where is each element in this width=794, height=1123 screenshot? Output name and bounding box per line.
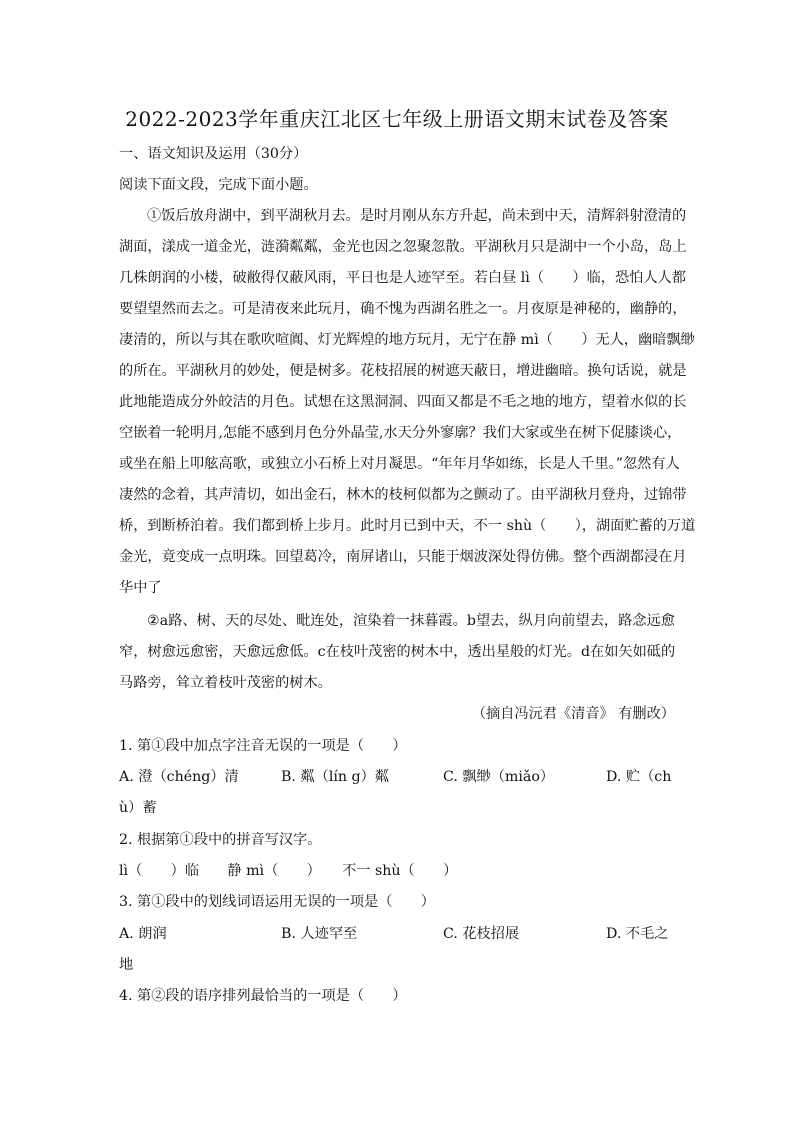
question-2-stem: 2. 根据第①段中的拼音写汉字。 [119,832,322,848]
passage1-line: 空嵌着一轮明月,怎能不感到月色分外晶莹,水天分外寥廓？我们大家或坐在树下促膝谈心， [119,425,682,441]
question-1-option-d: D. 贮（ch [606,769,672,785]
passage2-line: 窄，树愈远愈密，天愈远愈低。c在枝叶茂密的树木中，透出星般的灯光。d在如矢如砥的 [119,644,676,660]
passage1-line: 要望望然而去之。可是清夜来此玩月，确不愧为西湖名胜之一。月夜原是神秘的，幽静的， [119,301,687,317]
passage1-line: 的所在。平湖秋月的妙处，便是树多。花枝招展的树遮天蔽日，增进幽暗。换句话说，就是 [119,363,687,379]
source-citation: （摘自冯沅君《清音》 有删改） [471,706,675,722]
passage1-line: 华中了 [119,580,162,596]
passage1-line: 桥，到断桥泊着。我们都到桥上步月。此时月已到中天，不一 shù（ ），湖面贮蓄的万道 [119,518,696,534]
passage1-line: 或坐在船上叩舷高歌，或独立小石桥上对月凝思。“年年月华如练，长是人千里。”忽然有人 [119,456,680,472]
question-1-stem: 1. 第①段中加点字注音无误的一项是（ ） [119,738,407,754]
passage1-line: 湖面，漾成一道金光，涟漪粼粼，金光也因之忽聚忽散。平湖秋月只是湖中一个小岛，岛上 [119,239,687,255]
question-1-option-b: B. 粼（lín g）粼 [281,769,389,785]
question-2-blanks: lì（ ）临 静 mì（ ） 不一 shù（ ） [119,863,458,879]
passage1-line: ①饭后放舟湖中，到平湖秋月去。是时月刚从东方升起，尚未到中天，清辉斜射澄清的 [147,208,687,224]
passage1-line: 金光，竟变成一点明珠。回望葛冷，南屏诸山，只能于烟波深处得仿佛。整个西湖都浸在月 [119,549,687,565]
question-3-option-b: B. 人迹罕至 [281,926,358,942]
question-3-stem: 3. 第①段中的划线词语运用无误的一项是（ ） [119,894,435,910]
passage1-line: 凄清的，所以与其在歌吹喧阗、灯光辉煌的地方玩月，无宁在静 mì（ ）无人，幽暗飘缈 [119,332,695,348]
question-3-option-a: A. 朗润 [119,926,167,942]
question-3-option-d: D. 不毛之 [606,926,669,942]
passage1-line: 此地能造成分外皎洁的月色。试想在这黑洞洞、四面又都是不毛之地的地方，望着水似的长 [119,394,687,410]
question-3-option-d-continued: 地 [119,957,134,973]
passage2-line: ②a路、树、天的尽处、毗连处，渲染着一抹暮霞。b望去，纵月向前望去，路念远愈 [147,613,675,629]
question-3-option-c: C. 花枝招展 [443,926,520,942]
question-1-option-a: A. 澄（chéng）清 [119,769,239,785]
page-title: 2022-2023学年重庆江北区七年级上册语文期末试卷及答案 [125,107,669,131]
question-4-stem: 4. 第②段的语序排列最恰当的一项是（ ） [119,988,407,1004]
question-1-option-d-continued: ù）蓄 [119,800,157,816]
passage1-line: 几株朗润的小楼，破敝得仅蔽风雨，平日也是人迹罕至。若白昼 lì（ ）临，恐怕人人都 [119,270,686,286]
passage1-line: 凄然的念着，其声清切，如出金石，林木的枝柯似都为之颤动了。由平湖秋月登舟，过锦带 [119,487,687,503]
passage2-line: 马路旁，耸立着枝叶茂密的树木。 [119,675,332,691]
section-heading: 一、语文知识及运用（30分） [119,146,308,162]
question-1-option-c: C. 飘缈（miǎo） [443,769,555,785]
instruction-text: 阅读下面文段，完成下面小题。 [119,177,318,193]
